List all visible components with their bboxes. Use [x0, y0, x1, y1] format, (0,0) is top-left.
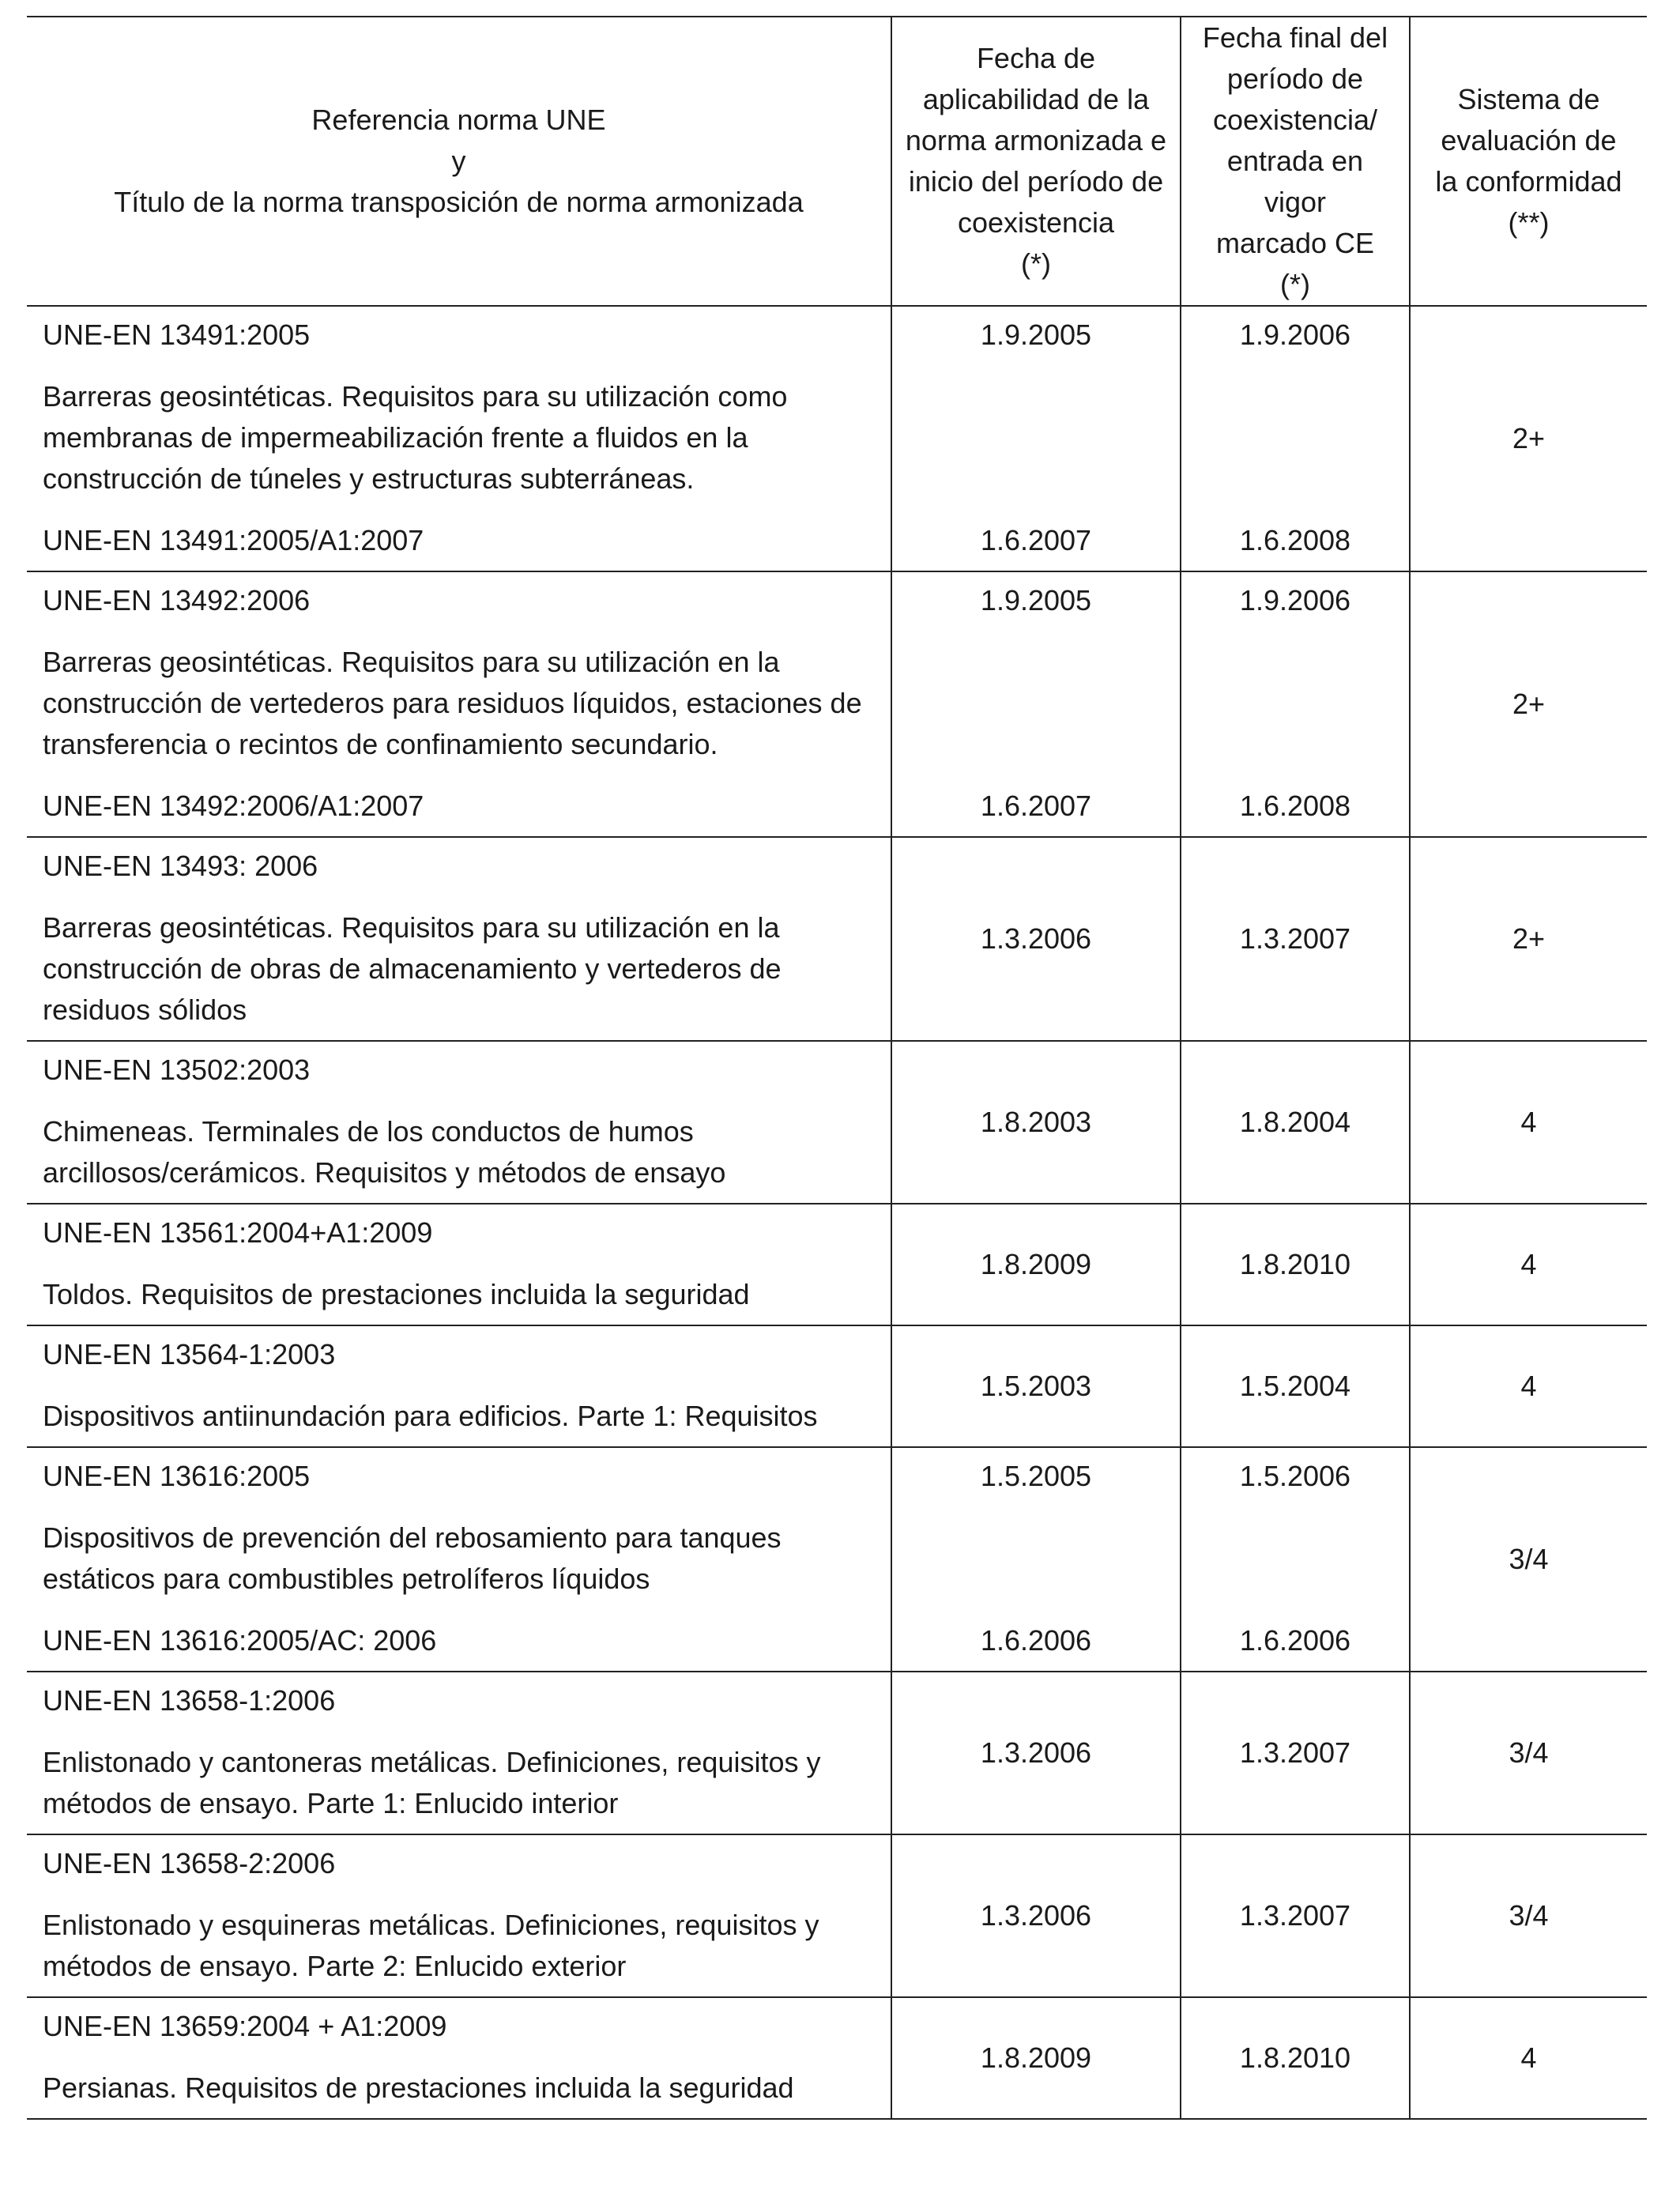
header-line: Sistema de [1457, 83, 1600, 115]
cell-reference [27, 1997, 891, 2119]
cell-conformity-system [1410, 571, 1647, 837]
standard-title-line: Barreras geosintéticas. Requisitos para su utilización en la [43, 646, 780, 678]
header-line: aplicabilidad de la [922, 83, 1150, 115]
table-row [27, 1041, 1647, 1204]
table-row [27, 571, 1647, 837]
system-value: 4 [1520, 1370, 1537, 1402]
cell-coexistence-end-date [1181, 1672, 1410, 1834]
date-value: 1.5.2004 [1239, 1370, 1351, 1402]
date-value: 1.3.2006 [980, 1736, 1092, 1769]
standard-title [43, 1742, 875, 1824]
table-row [27, 837, 1647, 1041]
standard-title-line: construcción de obras de almacenamiento y vertederos de [43, 952, 782, 985]
standard-reference: UNE-EN 13616:2005 [43, 1460, 311, 1492]
date-value: 1.9.2006 [1239, 319, 1351, 351]
standard-title-line: métodos de ensayo. Parte 1: Enlucido interior [43, 1787, 619, 1819]
header-line: la conformidad [1435, 165, 1622, 198]
header-conformity-system [1410, 17, 1647, 306]
cell-coexistence-end-date [1181, 571, 1410, 837]
header-line: evaluación de [1441, 124, 1617, 156]
table-header-row [27, 17, 1647, 306]
header-line: entrada en vigor [1226, 145, 1364, 218]
table-row [27, 1672, 1647, 1834]
header-line: coexistencia [957, 206, 1115, 239]
date-value: 1.3.2007 [1239, 1736, 1351, 1769]
standard-title-line: Persianas. Requisitos de prestaciones incluida la seguridad [43, 2071, 794, 2104]
date-value: 1.3.2006 [980, 922, 1092, 955]
standard-amendment: UNE-EN 13616:2005/AC: 2006 [43, 1624, 437, 1657]
system-value: 4 [1520, 2041, 1537, 2074]
amendment-date-value: 1.6.2007 [980, 790, 1092, 822]
header-line: período de [1226, 62, 1364, 95]
date-stack [892, 1456, 1180, 1661]
standard-reference: UNE-EN 13502:2003 [43, 1054, 311, 1086]
header-applicability-date [891, 17, 1181, 306]
system-value: 2+ [1512, 688, 1546, 720]
cell-reference [27, 1672, 891, 1834]
standard-reference: UNE-EN 13564-1:2003 [43, 1338, 336, 1370]
cell-conformity-system [1410, 1834, 1647, 1997]
header-line: Fecha final del [1202, 21, 1388, 54]
cell-applicability-date [891, 1204, 1181, 1325]
date-value: 1.8.2004 [1239, 1106, 1351, 1138]
header-coexistence-end-date [1181, 17, 1410, 306]
cell-conformity-system [1410, 1672, 1647, 1834]
system-value: 3/4 [1509, 1543, 1549, 1575]
cell-applicability-date [891, 1834, 1181, 1997]
cell-coexistence-end-date [1181, 837, 1410, 1041]
cell-conformity-system [1410, 306, 1647, 571]
standard-title-line: construcción de vertederos para residuos líquidos, estaciones de [43, 687, 862, 719]
cell-coexistence-end-date [1181, 1041, 1410, 1204]
standard-reference: UNE-EN 13492:2006 [43, 584, 311, 616]
standard-amendment: UNE-EN 13491:2005/A1:2007 [43, 524, 424, 556]
header-line: (*) [1021, 247, 1051, 280]
standard-amendment: UNE-EN 13492:2006/A1:2007 [43, 790, 424, 822]
table-row [27, 1204, 1647, 1325]
date-stack [1181, 1456, 1409, 1661]
header-line: Referencia norma UNE [311, 104, 606, 136]
header-reference-title [27, 17, 891, 306]
amendment-date-value: 1.6.2006 [1239, 1624, 1351, 1657]
standard-title-line: estáticos para combustibles petrolíferos líquidos [43, 1563, 650, 1595]
table-row [27, 1997, 1647, 2119]
date-value: 1.3.2007 [1239, 922, 1351, 955]
date-value: 1.5.2005 [980, 1460, 1092, 1492]
amendment-date-value: 1.6.2008 [1239, 790, 1351, 822]
cell-coexistence-end-date [1181, 1834, 1410, 1997]
standard-title-line: membranas de impermeabilización frente a fluidos en la [43, 421, 748, 454]
amendment-date-value: 1.6.2006 [980, 1624, 1092, 1657]
cell-applicability-date [891, 1325, 1181, 1447]
table-row [27, 1447, 1647, 1672]
cell-coexistence-end-date [1181, 306, 1410, 571]
date-value: 1.9.2006 [1239, 584, 1351, 616]
cell-coexistence-end-date [1181, 1325, 1410, 1447]
standard-title-line: Enlistonado y cantoneras metálicas. Definiciones, requisitos y [43, 1746, 821, 1778]
system-value: 3/4 [1509, 1899, 1549, 1932]
cell-applicability-date [891, 1447, 1181, 1672]
standard-title [43, 376, 875, 499]
system-value: 4 [1520, 1106, 1537, 1138]
cell-conformity-system [1410, 1325, 1647, 1447]
cell-reference [27, 837, 891, 1041]
header-line: y [451, 145, 466, 177]
cell-reference [27, 1447, 891, 1672]
cell-applicability-date [891, 1997, 1181, 2119]
standard-title [43, 907, 875, 1031]
standard-title-line: Barreras geosintéticas. Requisitos para su utilización en la [43, 911, 780, 944]
table-row [27, 1325, 1647, 1447]
standard-title-line: Toldos. Requisitos de prestaciones incluida la seguridad [43, 1278, 750, 1310]
standard-reference: UNE-EN 13493: 2006 [43, 850, 318, 882]
standard-title [43, 2068, 875, 2109]
header-line: (*) [1280, 268, 1310, 300]
cell-reference [27, 1834, 891, 1997]
amendment-date-value: 1.6.2007 [980, 524, 1092, 556]
date-value: 1.8.2009 [980, 2041, 1092, 2074]
cell-applicability-date [891, 306, 1181, 571]
system-value: 2+ [1512, 922, 1546, 955]
cell-applicability-date [891, 1672, 1181, 1834]
cell-applicability-date [891, 1041, 1181, 1204]
date-stack [1181, 315, 1409, 561]
standard-title-line: residuos sólidos [43, 993, 247, 1026]
standards-table-document [27, 16, 1647, 2120]
header-line: coexistencia/ [1212, 104, 1378, 136]
standard-title-line: arcillosos/cerámicos. Requisitos y métodos de ensayo [43, 1156, 726, 1189]
cell-applicability-date [891, 571, 1181, 837]
cell-coexistence-end-date [1181, 1447, 1410, 1672]
date-value: 1.9.2005 [980, 319, 1092, 351]
table-row [27, 306, 1647, 571]
cell-applicability-date [891, 837, 1181, 1041]
date-stack [892, 580, 1180, 827]
standard-title-line: Enlistonado y esquineras metálicas. Definiciones, requisitos y [43, 1909, 819, 1941]
standard-title [43, 1111, 875, 1193]
table-row [27, 1834, 1647, 1997]
standard-reference: UNE-EN 13491:2005 [43, 319, 311, 351]
standard-title-line: Dispositivos de prevención del rebosamiento para tanques [43, 1521, 782, 1554]
standard-reference: UNE-EN 13561:2004+A1:2009 [43, 1216, 433, 1249]
system-value: 2+ [1512, 422, 1546, 454]
header-line: Título de la norma transposición de norma armonizada [114, 186, 804, 218]
standard-title [43, 642, 875, 765]
table-body [27, 306, 1647, 2119]
header-line: Fecha de [976, 42, 1096, 74]
standard-title-line: métodos de ensayo. Parte 2: Enlucido exterior [43, 1950, 627, 1982]
standard-title-line: Barreras geosintéticas. Requisitos para su utilización como [43, 380, 788, 413]
standard-title [43, 1396, 875, 1437]
standards-table [27, 16, 1647, 2120]
standard-title [43, 1517, 875, 1600]
standard-reference: UNE-EN 13659:2004 + A1:2009 [43, 2010, 447, 2042]
header-line: inicio del período de [908, 165, 1164, 198]
cell-conformity-system [1410, 1447, 1647, 1672]
standard-title [43, 1274, 875, 1315]
cell-conformity-system [1410, 1997, 1647, 2119]
date-stack [1181, 580, 1409, 827]
date-value: 1.8.2009 [980, 1248, 1092, 1280]
cell-reference [27, 571, 891, 837]
cell-conformity-system [1410, 1204, 1647, 1325]
cell-conformity-system [1410, 837, 1647, 1041]
date-value: 1.8.2010 [1239, 2041, 1351, 2074]
header-line: (**) [1508, 206, 1550, 239]
header-line: marcado CE [1215, 227, 1375, 259]
cell-reference [27, 1204, 891, 1325]
cell-conformity-system [1410, 1041, 1647, 1204]
date-value: 1.5.2003 [980, 1370, 1092, 1402]
system-value: 4 [1520, 1248, 1537, 1280]
standard-reference: UNE-EN 13658-2:2006 [43, 1847, 336, 1879]
header-line: norma armonizada e [905, 124, 1167, 156]
cell-reference [27, 306, 891, 571]
standard-title-line: Chimeneas. Terminales de los conductos de humos [43, 1115, 694, 1148]
standard-title-line: construcción de túneles y estructuras subterráneas. [43, 462, 695, 495]
standard-title [43, 1905, 875, 1987]
date-value: 1.8.2003 [980, 1106, 1092, 1138]
date-value: 1.8.2010 [1239, 1248, 1351, 1280]
amendment-date-value: 1.6.2008 [1239, 524, 1351, 556]
cell-reference [27, 1325, 891, 1447]
cell-coexistence-end-date [1181, 1204, 1410, 1325]
date-value: 1.9.2005 [980, 584, 1092, 616]
cell-reference [27, 1041, 891, 1204]
standard-reference: UNE-EN 13658-1:2006 [43, 1684, 336, 1717]
date-value: 1.3.2007 [1239, 1899, 1351, 1932]
system-value: 3/4 [1509, 1736, 1549, 1769]
date-stack [892, 315, 1180, 561]
date-value: 1.3.2006 [980, 1899, 1092, 1932]
standard-title-line: Dispositivos antiinundación para edificios. Parte 1: Requisitos [43, 1400, 818, 1432]
standard-title-line: transferencia o recintos de confinamiento secundario. [43, 728, 718, 760]
cell-coexistence-end-date [1181, 1997, 1410, 2119]
date-value: 1.5.2006 [1239, 1460, 1351, 1492]
